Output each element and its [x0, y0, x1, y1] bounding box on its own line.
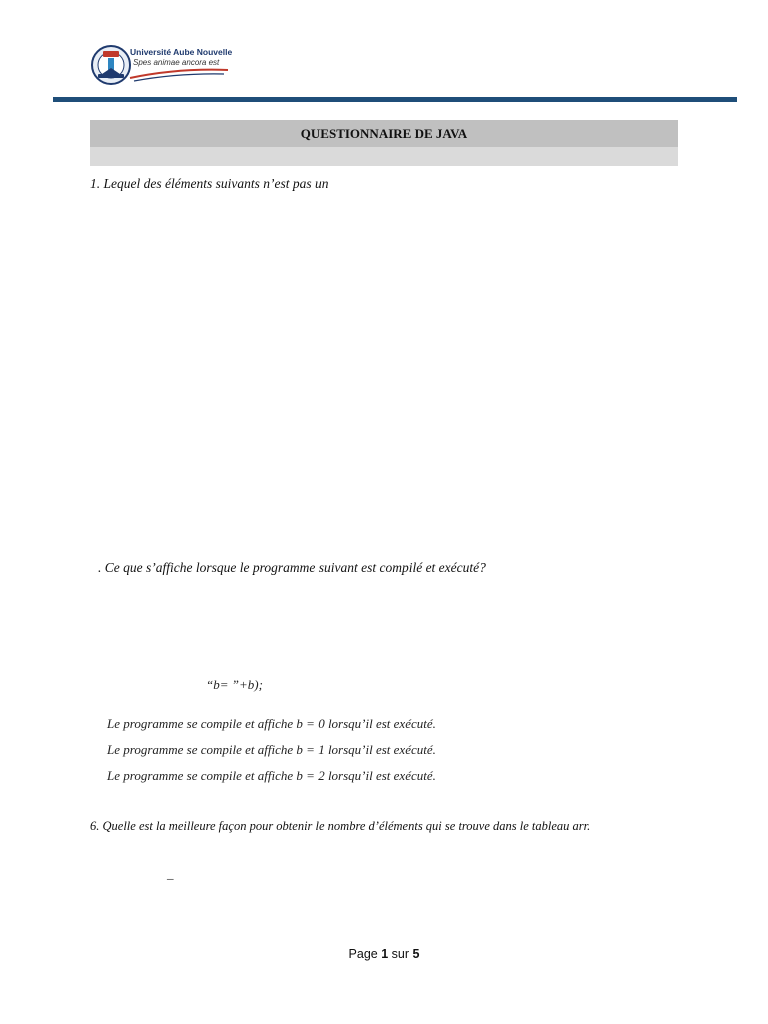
- option-1: Le programme se compile et affiche b = 0 lorsqu’il est exécuté.: [107, 716, 436, 731]
- footer-total-pages: 5: [412, 947, 420, 961]
- logo-motto: Spes animae ancora est: [133, 58, 220, 67]
- title-subband: [90, 147, 678, 166]
- option-2: Le programme se compile et affiche b = 1 lorsqu’il est exécuté.: [107, 742, 436, 757]
- answer-fragment: _: [167, 866, 174, 881]
- question-2: . Ce que s’affiche lorsque le programme suivant est compilé et exécuté?: [98, 560, 486, 575]
- footer-middle: sur: [388, 947, 413, 961]
- question-1: 1. Lequel des éléments suivants n’est pas un: [90, 176, 329, 191]
- footer-prefix: Page: [348, 947, 382, 961]
- logo-university-name: Université Aube Nouvelle: [130, 47, 233, 57]
- footer-current-page: 1: [381, 947, 389, 961]
- logo-swoosh-icon: [128, 64, 230, 82]
- university-logo: [90, 44, 240, 88]
- header-rule: [53, 97, 737, 102]
- university-emblem-icon: [90, 44, 132, 86]
- code-fragment: “b= ”+b);: [206, 677, 263, 692]
- option-3: Le programme se compile et affiche b = 2 lorsqu’il est exécuté.: [107, 768, 436, 783]
- page-title: QUESTIONNAIRE DE JAVA: [300, 125, 468, 141]
- question-6: 6. Quelle est la meilleure façon pour obtenir le nombre d’éléments qui se trouve dans le tableau arr.: [90, 819, 591, 833]
- title-band: [90, 120, 678, 147]
- page-footer: [0, 947, 768, 961]
